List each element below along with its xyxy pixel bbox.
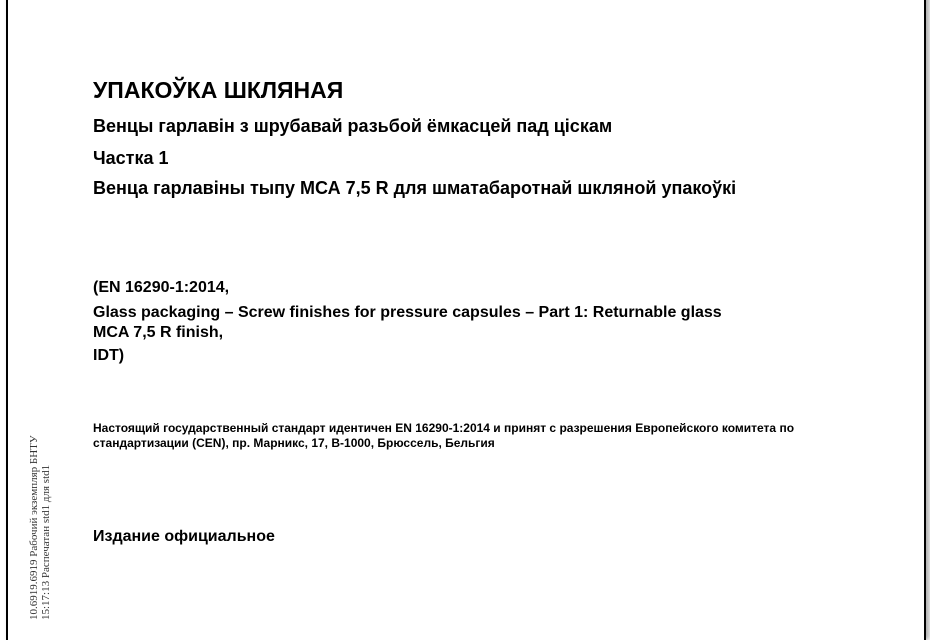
margin-stamp-line-1: 10.6919.6919 Рабочий экземпляр БНТУ [28,435,40,620]
adoption-notice: Настоящий государственный стандарт идентичен EN 16290-1:2014 и принят с разрешения Европейского комитета по стандартизации (CEN), пр. Марникс, 17, B-1000, Брюссель, Бельгия [93,421,795,450]
margin-print-stamp [28,435,52,620]
belarusian-part-label: Частка 1 [93,148,169,168]
belarusian-main-title: УПАКОЎКА ШКЛЯНАЯ [93,77,344,103]
belarusian-subtitle: Венцы гарлавін з шрубавай разьбой ёмкасцей пад ціскам [93,116,613,136]
official-edition-label: Издание официальное [93,528,275,545]
en-reference: (EN 16290-1:2014, [93,279,230,296]
en-idt-label: IDT) [93,347,125,364]
belarusian-part-title: Венца гарлавіны тыпу МСА 7,5 R для шматабаротнай шкляной упакоўкі [93,178,737,198]
en-title-line-2: MCA 7,5 R finish, [93,324,224,341]
document-page [6,0,926,640]
en-title-line-1: Glass packaging – Screw finishes for pressure capsules – Part 1: Returnable glass [93,304,722,321]
margin-stamp-line-2: 15:17:13 Распечатан std1 для std1 [40,464,52,620]
